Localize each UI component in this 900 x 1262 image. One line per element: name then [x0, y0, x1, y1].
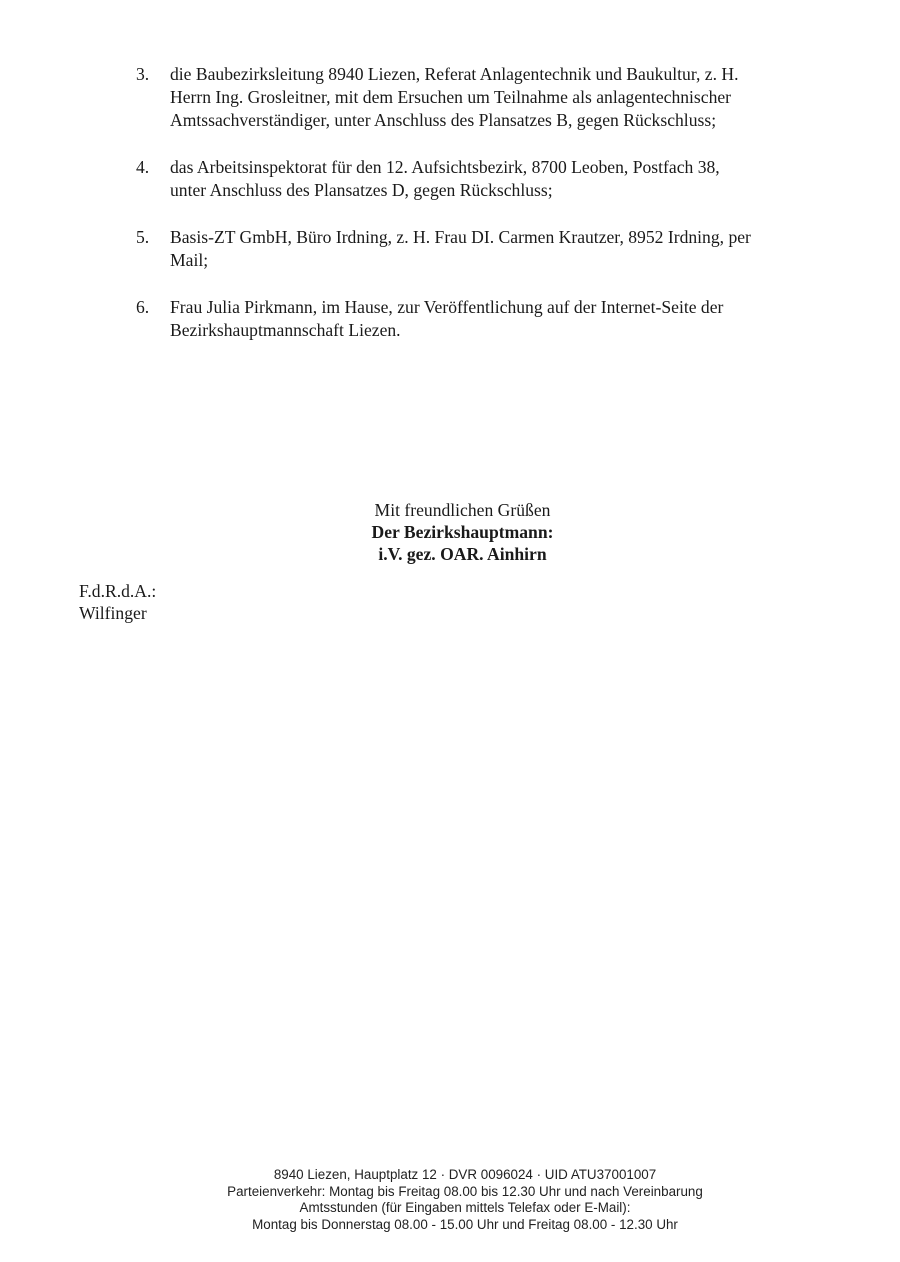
certification-name: Wilfinger [79, 603, 147, 623]
list-item-number: 5. [136, 227, 150, 247]
closing-signature: i.V. gez. OAR. Ainhirn [378, 544, 547, 564]
closing-block [0, 499, 900, 565]
list-item-line: Bezirkshauptmannschaft Liezen. [170, 320, 401, 340]
distribution-list [136, 63, 850, 366]
list-item-line: Amtssachverständiger, unter Anschluss des Plansatzes B, gegen Rückschluss; [170, 110, 717, 130]
list-item-line: Mail; [170, 250, 209, 270]
list-item-line: unter Anschluss des Plansatzes D, gegen Rückschluss; [170, 180, 553, 200]
footer-official-hours-label: Amtsstunden (für Eingaben mittels Telefax oder E-Mail): [299, 1200, 631, 1215]
list-item-number: 6. [136, 297, 150, 317]
closing-title: Der Bezirkshauptmann: [371, 522, 554, 542]
certification-block [79, 580, 156, 624]
footer-office-hours-line: Parteienverkehr: Montag bis Freitag 08.00 bis 12.30 Uhr und nach Vereinbarung [227, 1183, 703, 1199]
list-item-text [170, 63, 850, 132]
list-item-line: Frau Julia Pirkmann, im Hause, zur Veröffentlichung auf der Internet-Seite der [170, 297, 724, 317]
list-item-line: Basis-ZT GmbH, Büro Irdning, z. H. Frau DI. Carmen Krautzer, 8952 Irdning, per [170, 227, 751, 247]
list-item [136, 226, 850, 272]
list-item-line: die Baubezirksleitung 8940 Liezen, Referat Anlagentechnik und Baukultur, z. H. [170, 64, 739, 84]
list-item-line: das Arbeitsinspektorat für den 12. Aufsichtsbezirk, 8700 Leoben, Postfach 38, [170, 157, 720, 177]
page-footer [0, 1167, 900, 1233]
certification-label: F.d.R.d.A.: [79, 581, 157, 601]
list-item-text [170, 226, 850, 272]
list-item-text [170, 296, 850, 342]
footer-official-hours-line: Montag bis Donnerstag 08.00 - 15.00 Uhr und Freitag 08.00 - 12.30 Uhr [252, 1216, 678, 1232]
list-item-number: 3. [136, 64, 150, 84]
footer-address-line: 8940 Liezen, Hauptplatz 12 · DVR 0096024 · UID ATU37001007 [273, 1167, 657, 1182]
list-item-number: 4. [136, 157, 150, 177]
list-item [136, 156, 850, 202]
closing-greeting: Mit freundlichen Grüßen [374, 500, 551, 520]
list-item [136, 63, 850, 132]
list-item [136, 296, 850, 342]
list-item-text [170, 156, 850, 202]
list-item-line: Herrn Ing. Grosleitner, mit dem Ersuchen um Teilnahme als anlagentechnischer [170, 87, 732, 107]
